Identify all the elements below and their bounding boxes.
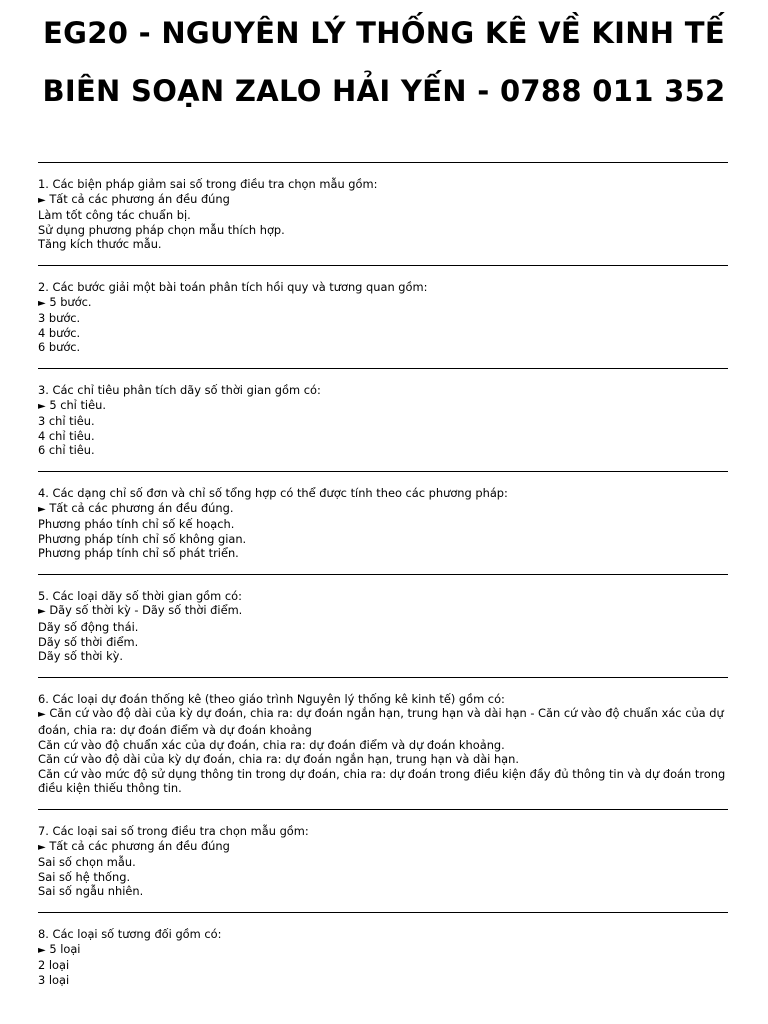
question-text: 4. Các dạng chỉ số đơn và chỉ số tổng hợp có thể được tính theo các phương pháp:	[38, 485, 508, 500]
answer-marker-icon: ►	[38, 194, 46, 206]
question-block	[38, 809, 728, 912]
answer-option: Căn cứ vào độ chuẩn xác của dự đoán, chia ra: dự đoán điểm và dự đoán khoảng.	[38, 737, 505, 752]
question-text: 6. Các loại dự đoán thống kê (theo giáo trình Nguyên lý thống kê kinh tế) gồm có:	[38, 691, 505, 706]
answer-marker-icon: ►	[38, 297, 46, 309]
question-block	[38, 677, 728, 809]
answer-option: Sử dụng phương pháp chọn mẫu thích hợp.	[38, 222, 285, 237]
correct-answer: ► Tất cả các phương án đều đúng	[38, 191, 230, 206]
answer-option: Căn cứ vào độ dài của kỳ dự đoán, chia ra: dự đoán ngắn hạn, trung hạn và dài hạn.	[38, 752, 519, 767]
page-subtitle: BIÊN SOẠN ZALO HẢI YẾN - 0788 011 352	[42, 74, 726, 108]
page-title: EG20 - NGUYÊN LÝ THỐNG KÊ VỀ KINH TẾ	[43, 16, 725, 50]
question-block	[38, 912, 728, 987]
correct-answer: ► 5 loại	[38, 941, 81, 956]
question-block	[38, 162, 728, 265]
answer-marker-icon: ►	[38, 503, 46, 515]
answer-option: 2 loại	[38, 958, 70, 973]
answer-option: Dãy số thời điểm.	[38, 634, 139, 649]
answer-option: 4 bước.	[38, 325, 81, 340]
correct-answer: ► Tất cả các phương án đều đúng.	[38, 500, 234, 515]
answer-option: Phương pháp tính chỉ số không gian.	[38, 531, 247, 546]
answer-option: 4 chỉ tiêu.	[38, 428, 95, 443]
answer-marker-icon: ►	[38, 709, 46, 721]
correct-answer: ► Tất cả các phương án đều đúng	[38, 838, 230, 853]
question-block	[38, 368, 728, 471]
question-block	[38, 574, 728, 677]
correct-answer: ► 5 chỉ tiêu.	[38, 397, 106, 412]
correct-answer: ► Căn cứ vào độ dài của kỳ dự đoán, chia ra: dự đoán ngắn hạn, trung hạn và dài hạn - Căn cứ vào độ chuẩn xác của dự đoán, chia ra: dự đoán điểm và dự đoán khoảng	[38, 706, 724, 738]
answer-marker-icon: ►	[38, 400, 46, 412]
answer-option: 3 loại	[38, 972, 70, 987]
question-list	[38, 162, 728, 987]
answer-option: Phương pháp tính chỉ số phát triển.	[38, 546, 239, 561]
answer-option: 6 bước.	[38, 340, 81, 355]
question-text: 5. Các loại dãy số thời gian gồm có:	[38, 588, 242, 603]
correct-answer: ► 5 bước.	[38, 294, 92, 309]
question-block	[38, 471, 728, 574]
answer-option: 3 chỉ tiêu.	[38, 414, 95, 429]
answer-option: Phương pháo tính chỉ số kế hoạch.	[38, 517, 235, 532]
question-text: 7. Các loại sai số trong điều tra chọn mẫu gồm:	[38, 824, 309, 838]
question-text: 1. Các biện pháp giảm sai số trong điều tra chọn mẫu gồm:	[38, 177, 378, 191]
answer-option: Dãy số thời kỳ.	[38, 649, 124, 664]
answer-option: 3 bước.	[38, 311, 81, 326]
question-text: 8. Các loại số tương đối gồm có:	[38, 926, 222, 941]
answer-marker-icon: ►	[38, 944, 46, 956]
answer-marker-icon: ►	[38, 841, 46, 853]
answer-option: Làm tốt công tác chuẩn bị.	[38, 208, 191, 223]
question-text: 3. Các chỉ tiêu phân tích dãy số thời gian gồm có:	[38, 382, 321, 397]
answer-option: Tăng kích thước mẫu.	[38, 237, 162, 252]
question-text: 2. Các bước giải một bài toán phân tích hồi quy và tương quan gồm:	[38, 279, 428, 294]
answer-marker-icon: ►	[38, 606, 46, 618]
answer-option: 6 chỉ tiêu.	[38, 443, 95, 458]
answer-option: Dãy số động thái.	[38, 620, 139, 635]
answer-option: Sai số chọn mẫu.	[38, 855, 136, 870]
answer-option: Sai số ngẫu nhiên.	[38, 884, 144, 899]
correct-answer: ► Dãy số thời kỳ - Dãy số thời điểm.	[38, 603, 243, 618]
answer-option: Căn cứ vào mức độ sử dụng thông tin trong dự đoán, chia ra: dự đoán trong điều kiện đầy đủ thông tin và dự đoán trong điều kiện thiếu thông tin.	[38, 766, 726, 796]
answer-option: Sai số hệ thống.	[38, 869, 131, 884]
question-block	[38, 265, 728, 368]
